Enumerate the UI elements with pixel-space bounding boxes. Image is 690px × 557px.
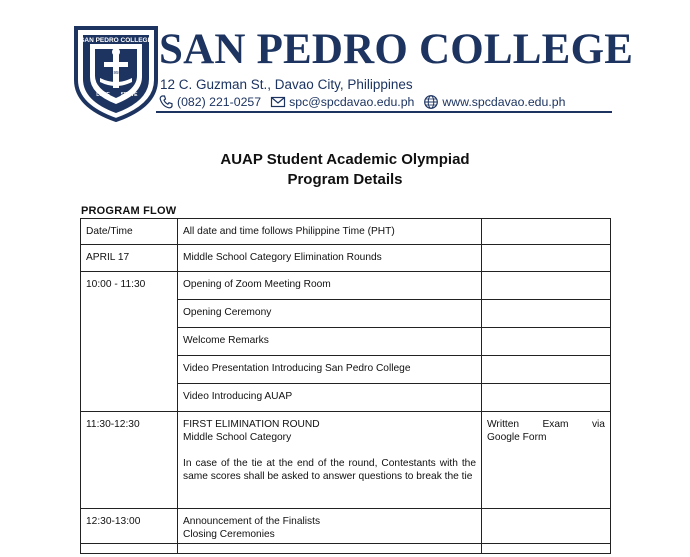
seal-text-top: SAN PEDRO COLLEGE	[80, 37, 152, 44]
table-cell	[178, 509, 482, 544]
mail-icon	[270, 94, 286, 110]
table-cell	[482, 219, 611, 245]
contact-email[interactable]	[270, 94, 414, 110]
program-flow-table	[80, 218, 611, 554]
table-cell: 12:30-13:00	[81, 509, 178, 544]
website-url[interactable]: www.spcdavao.edu.ph	[442, 95, 566, 109]
table-cell: Video Introducing AUAP	[178, 384, 482, 412]
table-cell	[482, 328, 611, 356]
table-cell: Opening of Zoom Meeting Room	[178, 272, 482, 300]
table-row	[81, 509, 611, 544]
table-cell	[482, 245, 611, 272]
seal-text-serve: SERVE	[120, 92, 138, 98]
document-subtitle: Program Details	[287, 171, 403, 188]
remarks-line2: Google Form	[487, 432, 547, 443]
round-title: FIRST ELIMINATION ROUND	[183, 419, 320, 430]
table-cell: 11:30-12:30	[81, 412, 178, 509]
table-row	[81, 412, 611, 509]
phone-number: (082) 221-0257	[177, 95, 262, 109]
college-address: 12 C. Guzman St., Davao City, Philippines	[160, 77, 413, 92]
table-cell: Video Presentation Introducing San Pedro College	[178, 356, 482, 384]
letterhead-divider	[156, 111, 612, 113]
table-cell	[482, 300, 611, 328]
contact-website[interactable]	[423, 94, 565, 110]
table-row	[81, 272, 611, 300]
seal-text-love: LOVE	[96, 92, 110, 98]
table-row	[81, 245, 611, 272]
remarks-word: Written	[487, 419, 520, 430]
closing-ceremonies: Closing Ceremonies	[183, 529, 275, 540]
document-title: AUAP Student Academic Olympiad	[220, 151, 470, 168]
table-cell: Date/Time	[81, 219, 178, 245]
table-cell	[482, 544, 611, 554]
table-cell	[81, 544, 178, 554]
table-row	[81, 544, 611, 554]
remarks-word: Exam	[542, 419, 569, 430]
table-cell: Middle School Category Elimination Rounds	[178, 245, 482, 272]
section-label: PROGRAM FLOW	[81, 205, 177, 217]
table-cell	[482, 384, 611, 412]
college-name: SAN PEDRO COLLEGE	[159, 26, 634, 73]
table-cell: All date and time follows Philippine Time (PHT)	[178, 219, 482, 245]
college-seal-logo	[72, 22, 160, 122]
phone-icon	[158, 94, 174, 110]
table-cell	[482, 412, 611, 509]
remarks-word: via	[591, 419, 605, 430]
letterhead	[72, 22, 634, 124]
contact-line	[158, 93, 574, 111]
table-cell: 10:00 - 11:30	[81, 272, 178, 412]
table-cell: Opening Ceremony	[178, 300, 482, 328]
table-row	[81, 219, 611, 245]
remarks-line1	[487, 418, 605, 431]
contact-phone	[158, 94, 261, 110]
table-cell	[482, 356, 611, 384]
table-cell	[482, 509, 611, 544]
table-cell	[482, 272, 611, 300]
seal-year: 1959	[110, 70, 122, 75]
tie-break-note: In case of the tie at the end of the round, Contestants with the same scores shall be asked to answer questions to break the tie	[183, 458, 476, 482]
globe-icon	[423, 94, 439, 110]
email-address[interactable]: spc@spcdavao.edu.ph	[289, 95, 415, 109]
finalists-announcement: Announcement of the Finalists	[183, 516, 321, 527]
table-cell: Welcome Remarks	[178, 328, 482, 356]
table-cell	[178, 544, 482, 554]
table-cell	[178, 412, 482, 509]
round-category: Middle School Category	[183, 432, 292, 443]
table-cell: APRIL 17	[81, 245, 178, 272]
